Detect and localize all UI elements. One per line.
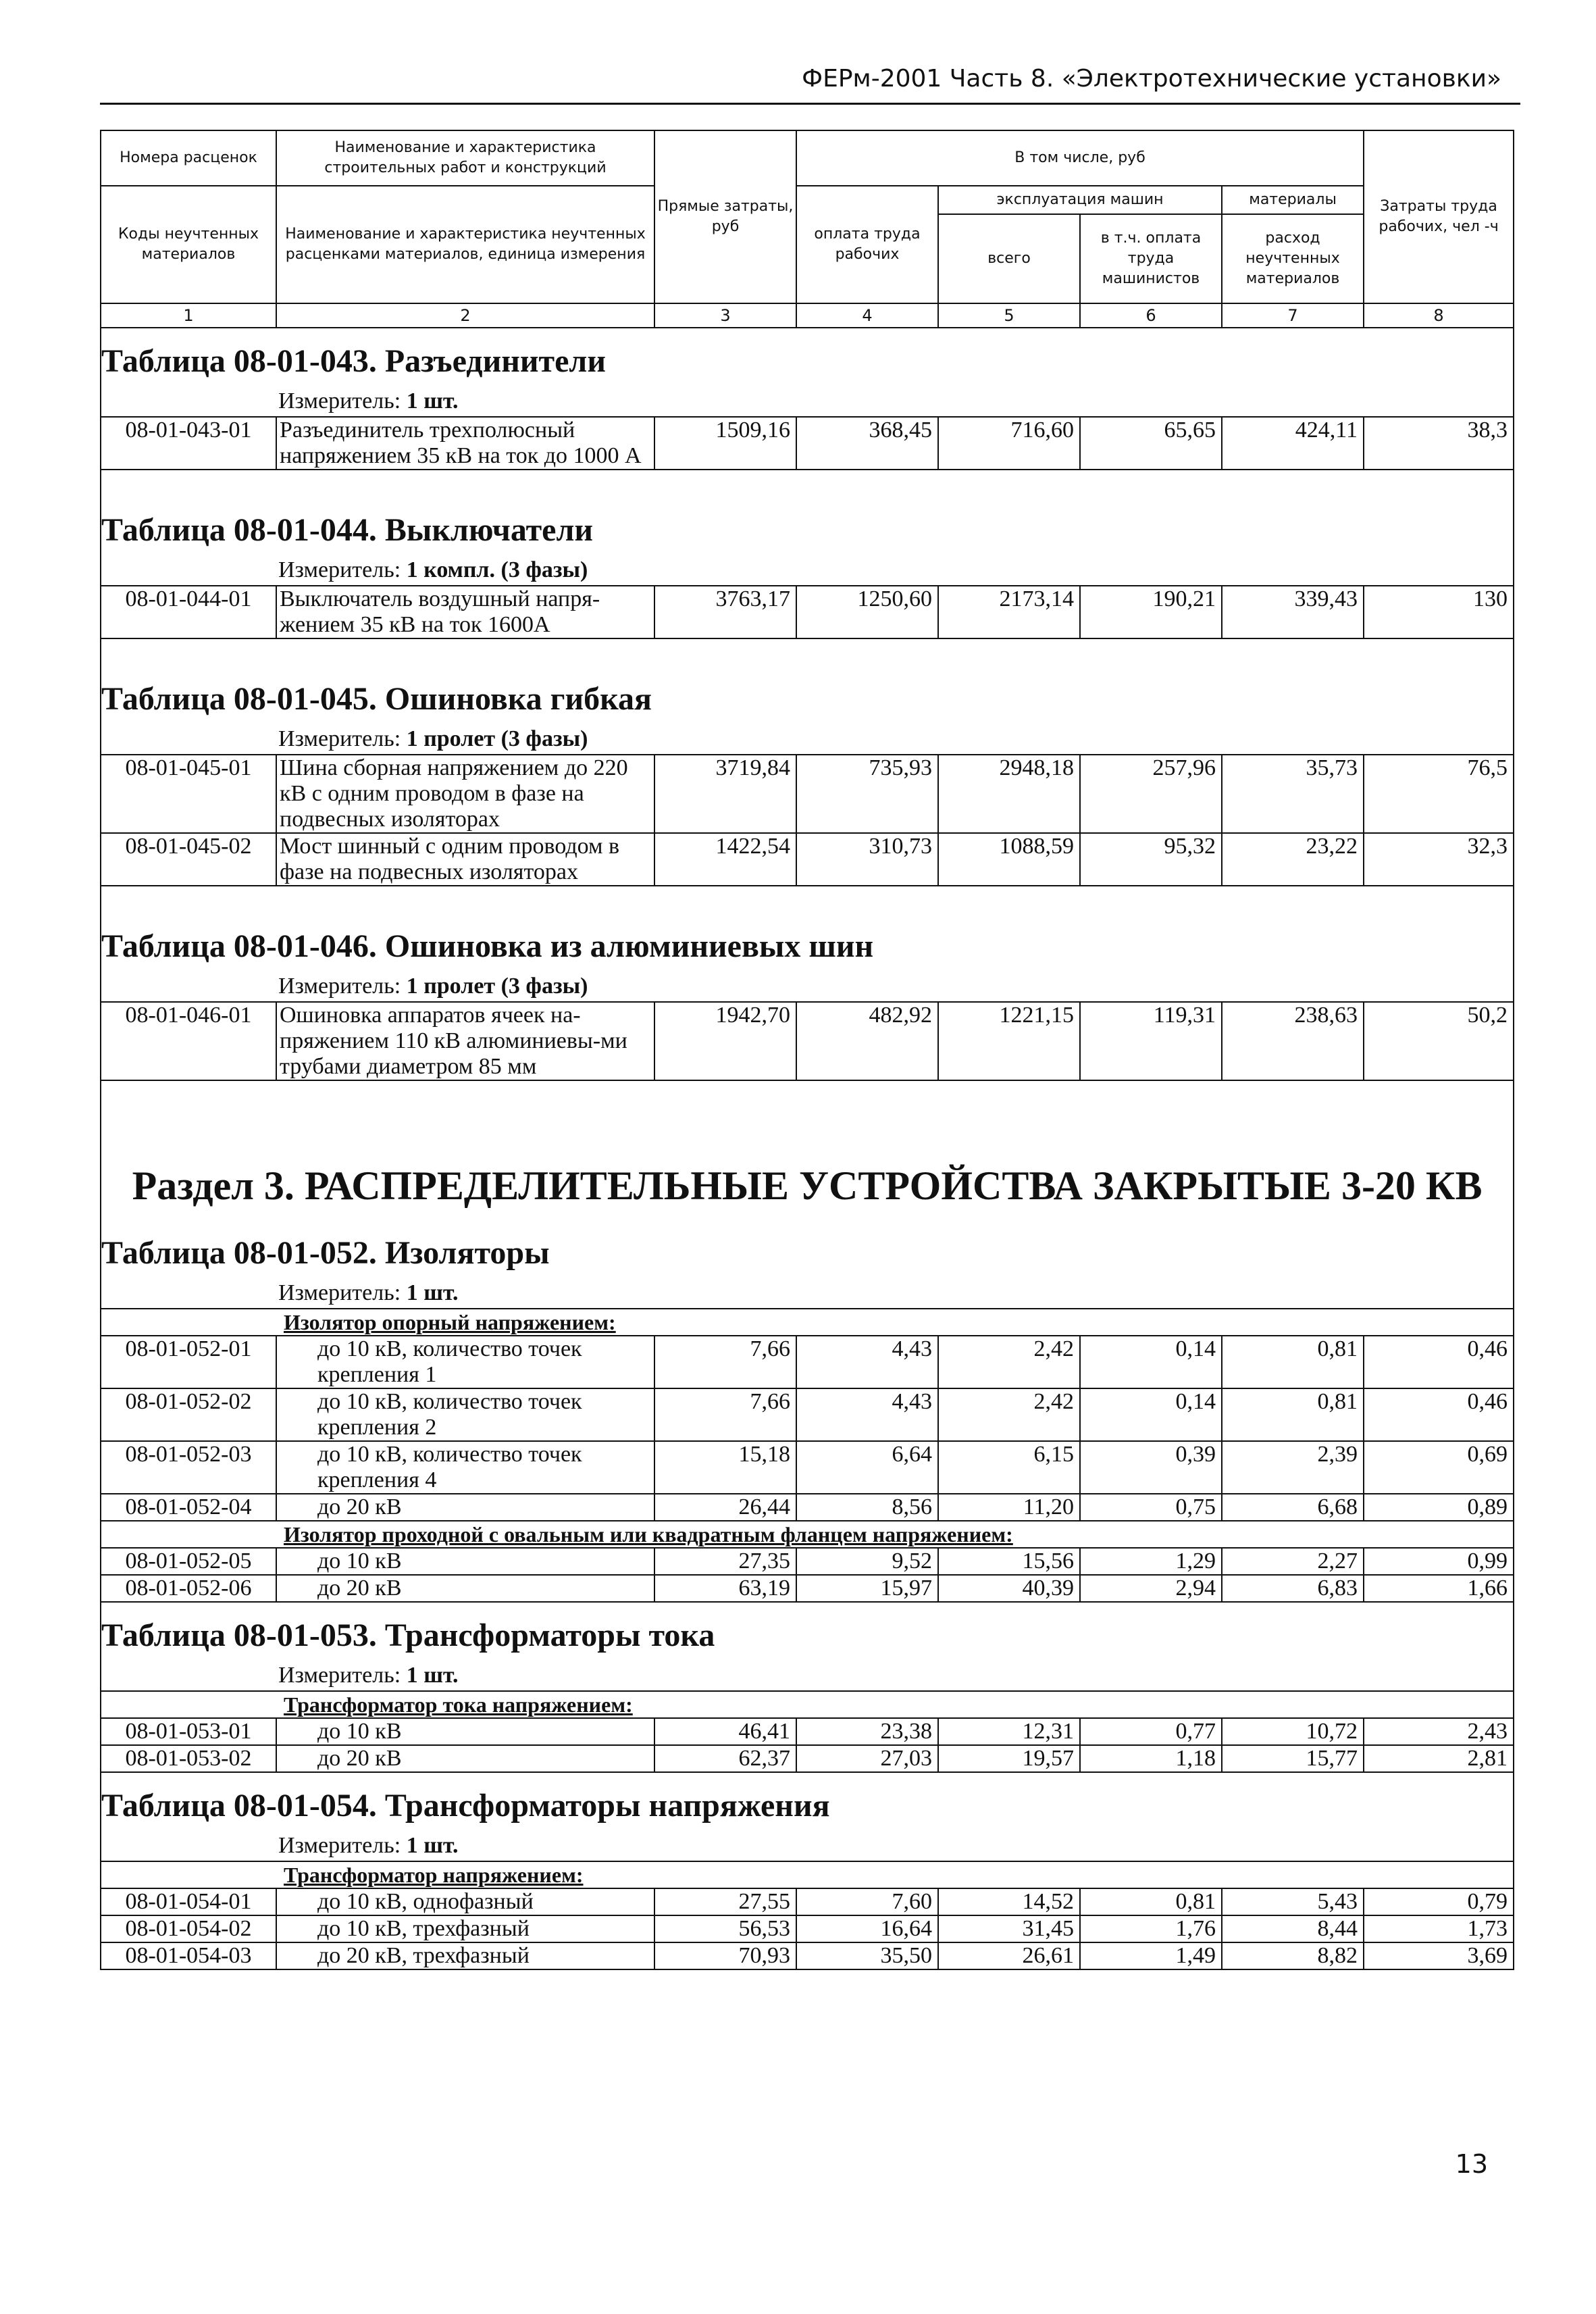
work-description: Выключатель воздушный напря-жением 35 кВ на ток 1600А bbox=[276, 586, 654, 638]
labor-hours: 1,73 bbox=[1364, 1915, 1514, 1942]
table-title-row bbox=[101, 497, 1514, 555]
operator-cost: 119,31 bbox=[1080, 1002, 1222, 1080]
unit-value: 1 шт. bbox=[406, 1833, 459, 1858]
group-label: Изолятор проходной с овальным или квадратным фланцем напряжением: bbox=[284, 1522, 1013, 1546]
col2-bottom-header: Наименование и характеристика неучтенных расценками материалов, единица измерения bbox=[276, 186, 654, 303]
machine-cost: 11,20 bbox=[938, 1494, 1080, 1521]
labor-hours: 0,46 bbox=[1364, 1388, 1514, 1441]
labor-cost: 4,43 bbox=[796, 1336, 938, 1388]
column-number: 4 bbox=[796, 303, 938, 328]
material-cost: 8,44 bbox=[1222, 1915, 1364, 1942]
unit-line bbox=[101, 1663, 1513, 1688]
table-title-row bbox=[101, 1602, 1514, 1661]
machine-cost: 1088,59 bbox=[938, 833, 1080, 886]
work-description: до 10 кВ, количество точек крепления 4 bbox=[276, 1441, 654, 1494]
labor-hours: 0,79 bbox=[1364, 1888, 1514, 1915]
direct-cost: 3719,84 bbox=[654, 755, 796, 833]
labor-hours: 38,3 bbox=[1364, 417, 1514, 470]
unit-line bbox=[101, 974, 1513, 999]
material-cost: 6,68 bbox=[1222, 1494, 1364, 1521]
material-cost: 0,81 bbox=[1222, 1336, 1364, 1388]
operator-cost: 0,81 bbox=[1080, 1888, 1222, 1915]
group-cell bbox=[101, 1309, 1514, 1336]
table-header bbox=[101, 130, 1514, 328]
labor-hours: 3,69 bbox=[1364, 1942, 1514, 1969]
unit-row bbox=[101, 555, 1514, 586]
machine-cost: 2948,18 bbox=[938, 755, 1080, 833]
col7-header: расход неучтенных материалов bbox=[1222, 214, 1364, 303]
table-title-row bbox=[101, 913, 1514, 972]
rate-code: 08-01-046-01 bbox=[101, 1002, 276, 1080]
work-description: Шина сборная напряжением до 220 кВ с одним проводом в фазе на подвесных изоляторах bbox=[276, 755, 654, 833]
material-cost: 10,72 bbox=[1222, 1718, 1364, 1745]
rate-code: 08-01-052-06 bbox=[101, 1575, 276, 1602]
machine-cost: 31,45 bbox=[938, 1915, 1080, 1942]
direct-cost: 1509,16 bbox=[654, 417, 796, 470]
spacer-row bbox=[101, 470, 1514, 497]
material-cost: 8,82 bbox=[1222, 1942, 1364, 1969]
machine-cost: 6,15 bbox=[938, 1441, 1080, 1494]
machine-cost: 2,42 bbox=[938, 1336, 1080, 1388]
unit-label: Измеритель: bbox=[278, 1833, 401, 1858]
labor-cost: 9,52 bbox=[796, 1548, 938, 1575]
table-title-row bbox=[101, 328, 1514, 386]
rate-code: 08-01-054-02 bbox=[101, 1915, 276, 1942]
col8-header: Затраты труда рабочих, чел -ч bbox=[1364, 130, 1514, 303]
labor-hours: 0,89 bbox=[1364, 1494, 1514, 1521]
machine-cost: 14,52 bbox=[938, 1888, 1080, 1915]
unit-value: 1 шт. bbox=[406, 1663, 459, 1688]
table-row bbox=[101, 1388, 1514, 1441]
work-description: до 10 кВ, трехфазный bbox=[276, 1915, 654, 1942]
labor-hours: 50,2 bbox=[1364, 1002, 1514, 1080]
work-description: до 10 кВ, однофазный bbox=[276, 1888, 654, 1915]
col2-top-header: Наименование и характеристика строительных работ и конструкций bbox=[276, 130, 654, 186]
direct-cost: 62,37 bbox=[654, 1745, 796, 1772]
col4-header: оплата труда рабочих bbox=[796, 186, 938, 303]
group-row bbox=[101, 1691, 1514, 1718]
column-number: 2 bbox=[276, 303, 654, 328]
rate-code: 08-01-044-01 bbox=[101, 586, 276, 638]
direct-cost: 3763,17 bbox=[654, 586, 796, 638]
machine-cost: 19,57 bbox=[938, 1745, 1080, 1772]
material-cost: 424,11 bbox=[1222, 417, 1364, 470]
table-title: Таблица 08-01-054. Трансформаторы напряжения bbox=[101, 1772, 1514, 1831]
table-row bbox=[101, 1888, 1514, 1915]
spacer-cell bbox=[101, 1080, 1514, 1108]
table-row bbox=[101, 833, 1514, 886]
section-row bbox=[101, 1108, 1514, 1220]
table-title-row bbox=[101, 666, 1514, 724]
table-row bbox=[101, 1745, 1514, 1772]
direct-cost: 1422,54 bbox=[654, 833, 796, 886]
unit-line bbox=[101, 1833, 1513, 1859]
unit-value: 1 компл. (3 фазы) bbox=[406, 557, 588, 582]
rate-code: 08-01-054-01 bbox=[101, 1888, 276, 1915]
direct-cost: 70,93 bbox=[654, 1942, 796, 1969]
work-description: до 20 кВ bbox=[276, 1745, 654, 1772]
table-body bbox=[101, 328, 1514, 1969]
direct-cost: 1942,70 bbox=[654, 1002, 796, 1080]
col1-bottom-header: Коды неучтенных материалов bbox=[101, 186, 276, 303]
work-description: до 20 кВ bbox=[276, 1494, 654, 1521]
labor-hours: 2,43 bbox=[1364, 1718, 1514, 1745]
table-row bbox=[101, 1002, 1514, 1080]
table-row bbox=[101, 1494, 1514, 1521]
rate-code: 08-01-045-02 bbox=[101, 833, 276, 886]
machine-cost: 2173,14 bbox=[938, 586, 1080, 638]
unit-label: Измеритель: bbox=[278, 1280, 401, 1305]
table-row bbox=[101, 1942, 1514, 1969]
column-number: 5 bbox=[938, 303, 1080, 328]
material-cost: 15,77 bbox=[1222, 1745, 1364, 1772]
operator-cost: 257,96 bbox=[1080, 755, 1222, 833]
col5-header: всего bbox=[938, 214, 1080, 303]
labor-cost: 23,38 bbox=[796, 1718, 938, 1745]
operator-cost: 1,49 bbox=[1080, 1942, 1222, 1969]
labor-cost: 4,43 bbox=[796, 1388, 938, 1441]
unit-line bbox=[101, 1280, 1513, 1306]
table-row bbox=[101, 755, 1514, 833]
labor-cost: 735,93 bbox=[796, 755, 938, 833]
spacer-cell bbox=[101, 638, 1514, 666]
labor-hours: 130 bbox=[1364, 586, 1514, 638]
operator-cost: 65,65 bbox=[1080, 417, 1222, 470]
group-cell bbox=[101, 1521, 1514, 1548]
group-header: В том числе, руб bbox=[796, 130, 1364, 186]
unit-row bbox=[101, 1661, 1514, 1691]
unit-value: 1 шт. bbox=[406, 388, 459, 413]
machine-cost: 26,61 bbox=[938, 1942, 1080, 1969]
work-description: Мост шинный с одним проводом в фазе на подвесных изоляторах bbox=[276, 833, 654, 886]
unit-value: 1 пролет (3 фазы) bbox=[406, 974, 588, 999]
direct-cost: 63,19 bbox=[654, 1575, 796, 1602]
spacer-cell bbox=[101, 886, 1514, 913]
operator-cost: 0,77 bbox=[1080, 1718, 1222, 1745]
spacer-row bbox=[101, 1080, 1514, 1108]
group-row bbox=[101, 1521, 1514, 1548]
table-row bbox=[101, 586, 1514, 638]
table-title: Таблица 08-01-045. Ошиновка гибкая bbox=[101, 666, 1514, 724]
unit-label: Измеритель: bbox=[278, 726, 401, 751]
header-rule bbox=[100, 103, 1520, 105]
table-row bbox=[101, 1336, 1514, 1388]
work-description: Разъединитель трехполюсный напряжением 35 кВ на ток до 1000 А bbox=[276, 417, 654, 470]
labor-cost: 6,64 bbox=[796, 1441, 938, 1494]
operator-cost: 0,14 bbox=[1080, 1336, 1222, 1388]
unit-cell bbox=[101, 555, 1514, 586]
material-cost: 0,81 bbox=[1222, 1388, 1364, 1441]
unit-label: Измеритель: bbox=[278, 1663, 401, 1688]
labor-cost: 15,97 bbox=[796, 1575, 938, 1602]
table-title: Таблица 08-01-044. Выключатели bbox=[101, 497, 1514, 555]
work-description: до 20 кВ bbox=[276, 1575, 654, 1602]
unit-label: Измеритель: bbox=[278, 974, 401, 999]
table-row bbox=[101, 417, 1514, 470]
operator-cost: 190,21 bbox=[1080, 586, 1222, 638]
section-title: Раздел 3. РАСПРЕДЕЛИТЕЛЬНЫЕ УСТРОЙСТВА ЗАКРЫТЫЕ 3-20 КВ bbox=[101, 1108, 1514, 1220]
unit-value: 1 шт. bbox=[406, 1280, 459, 1305]
price-table-page bbox=[100, 130, 1513, 1970]
unit-row bbox=[101, 1831, 1514, 1861]
running-header: ФЕРм-2001 Часть 8. «Электротехнические установки» bbox=[802, 65, 1501, 93]
work-description: до 10 кВ, количество точек крепления 2 bbox=[276, 1388, 654, 1441]
labor-cost: 310,73 bbox=[796, 833, 938, 886]
spacer-row bbox=[101, 638, 1514, 666]
direct-cost: 7,66 bbox=[654, 1388, 796, 1441]
machine-cost: 40,39 bbox=[938, 1575, 1080, 1602]
table-row bbox=[101, 1441, 1514, 1494]
unit-value: 1 пролет (3 фазы) bbox=[406, 726, 588, 751]
operator-cost: 1,76 bbox=[1080, 1915, 1222, 1942]
labor-cost: 368,45 bbox=[796, 417, 938, 470]
table-row bbox=[101, 1718, 1514, 1745]
direct-cost: 27,35 bbox=[654, 1548, 796, 1575]
col3-header: Прямые затраты, руб bbox=[654, 130, 796, 303]
unit-cell bbox=[101, 1831, 1514, 1861]
page-number: 13 bbox=[1455, 2149, 1488, 2179]
spacer-row bbox=[101, 886, 1514, 913]
group-cell bbox=[101, 1861, 1514, 1888]
group-row bbox=[101, 1309, 1514, 1336]
rate-code: 08-01-052-01 bbox=[101, 1336, 276, 1388]
labor-hours: 0,46 bbox=[1364, 1336, 1514, 1388]
table-title-row bbox=[101, 1220, 1514, 1278]
operator-cost: 1,18 bbox=[1080, 1745, 1222, 1772]
labor-cost: 1250,60 bbox=[796, 586, 938, 638]
material-cost: 2,27 bbox=[1222, 1548, 1364, 1575]
labor-cost: 7,60 bbox=[796, 1888, 938, 1915]
group-row bbox=[101, 1861, 1514, 1888]
table-title: Таблица 08-01-052. Изоляторы bbox=[101, 1220, 1514, 1278]
labor-hours: 0,69 bbox=[1364, 1441, 1514, 1494]
operator-cost: 0,39 bbox=[1080, 1441, 1222, 1494]
operator-cost: 0,14 bbox=[1080, 1388, 1222, 1441]
work-description: до 10 кВ bbox=[276, 1548, 654, 1575]
machine-cost: 2,42 bbox=[938, 1388, 1080, 1441]
direct-cost: 46,41 bbox=[654, 1718, 796, 1745]
material-cost: 339,43 bbox=[1222, 586, 1364, 638]
table-title: Таблица 08-01-043. Разъединители bbox=[101, 328, 1514, 386]
work-description: до 10 кВ bbox=[276, 1718, 654, 1745]
unit-row bbox=[101, 1278, 1514, 1309]
unit-cell bbox=[101, 972, 1514, 1002]
machine-cost: 1221,15 bbox=[938, 1002, 1080, 1080]
rate-code: 08-01-052-04 bbox=[101, 1494, 276, 1521]
column-number: 1 bbox=[101, 303, 276, 328]
unit-label: Измеритель: bbox=[278, 557, 401, 582]
table-title-row bbox=[101, 1772, 1514, 1831]
table-row bbox=[101, 1548, 1514, 1575]
labor-hours: 76,5 bbox=[1364, 755, 1514, 833]
work-description: до 10 кВ, количество точек крепления 1 bbox=[276, 1336, 654, 1388]
labor-cost: 16,64 bbox=[796, 1915, 938, 1942]
labor-cost: 482,92 bbox=[796, 1002, 938, 1080]
machine-cost: 12,31 bbox=[938, 1718, 1080, 1745]
direct-cost: 26,44 bbox=[654, 1494, 796, 1521]
unit-label: Измеритель: bbox=[278, 388, 401, 413]
direct-cost: 7,66 bbox=[654, 1336, 796, 1388]
unit-cell bbox=[101, 1661, 1514, 1691]
table-row bbox=[101, 1915, 1514, 1942]
labor-cost: 8,56 bbox=[796, 1494, 938, 1521]
table-row bbox=[101, 1575, 1514, 1602]
unit-row bbox=[101, 386, 1514, 417]
work-description: Ошиновка аппаратов ячеек на-пряжением 110 кВ алюминиевы-ми трубами диаметром 85 мм bbox=[276, 1002, 654, 1080]
price-table bbox=[100, 130, 1514, 1970]
rate-code: 08-01-054-03 bbox=[101, 1942, 276, 1969]
column-number: 3 bbox=[654, 303, 796, 328]
rate-code: 08-01-052-03 bbox=[101, 1441, 276, 1494]
direct-cost: 56,53 bbox=[654, 1915, 796, 1942]
unit-line bbox=[101, 726, 1513, 752]
unit-row bbox=[101, 972, 1514, 1002]
column-number: 6 bbox=[1080, 303, 1222, 328]
operator-cost: 2,94 bbox=[1080, 1575, 1222, 1602]
col1-top-header: Номера расценок bbox=[101, 130, 276, 186]
rate-code: 08-01-053-01 bbox=[101, 1718, 276, 1745]
rate-code: 08-01-045-01 bbox=[101, 755, 276, 833]
col6-header: в т.ч. оплата труда машинистов bbox=[1080, 214, 1222, 303]
rate-code: 08-01-052-05 bbox=[101, 1548, 276, 1575]
material-cost: 6,83 bbox=[1222, 1575, 1364, 1602]
rate-code: 08-01-043-01 bbox=[101, 417, 276, 470]
direct-cost: 15,18 bbox=[654, 1441, 796, 1494]
labor-hours: 0,99 bbox=[1364, 1548, 1514, 1575]
machine-cost: 716,60 bbox=[938, 417, 1080, 470]
group-cell bbox=[101, 1691, 1514, 1718]
unit-cell bbox=[101, 386, 1514, 417]
group-label: Трансформатор напряжением: bbox=[284, 1863, 584, 1887]
group-label: Изолятор опорный напряжением: bbox=[284, 1310, 616, 1334]
direct-cost: 27,55 bbox=[654, 1888, 796, 1915]
unit-cell bbox=[101, 1278, 1514, 1309]
unit-line bbox=[101, 388, 1513, 414]
table-title: Таблица 08-01-053. Трансформаторы тока bbox=[101, 1602, 1514, 1661]
operator-cost: 1,29 bbox=[1080, 1548, 1222, 1575]
unit-row bbox=[101, 724, 1514, 755]
material-cost: 2,39 bbox=[1222, 1441, 1364, 1494]
material-cost: 5,43 bbox=[1222, 1888, 1364, 1915]
spacer-cell bbox=[101, 470, 1514, 497]
group-label: Трансформатор тока напряжением: bbox=[284, 1692, 633, 1717]
labor-cost: 27,03 bbox=[796, 1745, 938, 1772]
labor-cost: 35,50 bbox=[796, 1942, 938, 1969]
table-title: Таблица 08-01-046. Ошиновка из алюминиевых шин bbox=[101, 913, 1514, 972]
column-number: 8 bbox=[1364, 303, 1514, 328]
work-description: до 20 кВ, трехфазный bbox=[276, 1942, 654, 1969]
labor-hours: 32,3 bbox=[1364, 833, 1514, 886]
material-cost: 23,22 bbox=[1222, 833, 1364, 886]
rate-code: 08-01-052-02 bbox=[101, 1388, 276, 1441]
unit-line bbox=[101, 557, 1513, 583]
labor-hours: 2,81 bbox=[1364, 1745, 1514, 1772]
materials-header: материалы bbox=[1222, 186, 1364, 214]
material-cost: 35,73 bbox=[1222, 755, 1364, 833]
column-number: 7 bbox=[1222, 303, 1364, 328]
operator-cost: 0,75 bbox=[1080, 1494, 1222, 1521]
material-cost: 238,63 bbox=[1222, 1002, 1364, 1080]
rate-code: 08-01-053-02 bbox=[101, 1745, 276, 1772]
machine-cost: 15,56 bbox=[938, 1548, 1080, 1575]
labor-hours: 1,66 bbox=[1364, 1575, 1514, 1602]
operator-cost: 95,32 bbox=[1080, 833, 1222, 886]
machines-header: эксплуатация машин bbox=[938, 186, 1222, 214]
unit-cell bbox=[101, 724, 1514, 755]
